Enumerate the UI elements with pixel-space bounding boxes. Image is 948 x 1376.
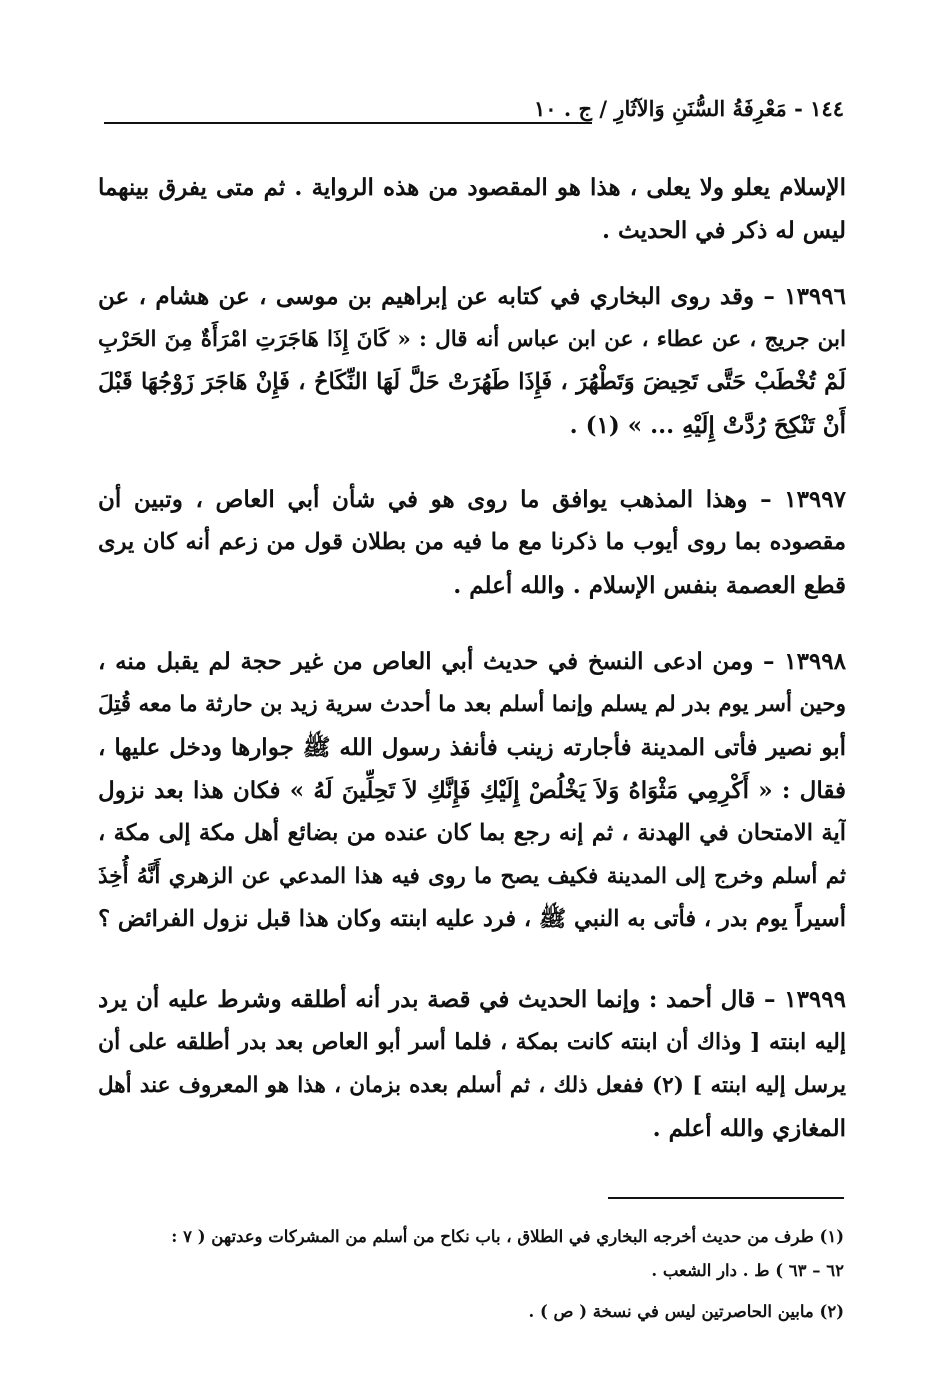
text-line: الإسلام يعلو ولا يعلى ، هذا هو المقصود من هذه الرواية . ثم متى يفرق بينهما xyxy=(98,174,846,201)
text-line: ثم أسلم وخرج إلى المدينة فكيف يصح ما روى فيه هذا المدعي عن الزهري أَنَّهُ أُخِذَ xyxy=(98,864,846,889)
text-line: ليس له ذكر في الحديث . xyxy=(601,217,846,244)
paragraph-13998 xyxy=(98,640,846,941)
paragraph-13996 xyxy=(98,275,846,447)
footnote-line: ٦٢ – ٦٣ ) ط . دار الشعب . xyxy=(651,1261,844,1280)
text-line: وحين أسر يوم بدر لم يسلم وإنما أسلم بعد ما أحدث سرية زيد بن حارثة ما معه قُتِلَ xyxy=(98,692,846,717)
text-line: المغازي والله أعلم . xyxy=(652,1115,846,1142)
footnote-1 xyxy=(104,1220,844,1288)
text-line: ١٣٩٩٨ – ومن ادعى النسخ في حديث أبي العاص من غير حجة لم يقبل منه ، xyxy=(98,648,846,675)
text-line: يرسل إليه ابنته ] (٢) ففعل ذلك ، ثم أسلم بعده بزمان ، هذا هو المعروف عند أهل xyxy=(98,1073,846,1098)
paragraph-continuation xyxy=(98,166,846,252)
text-line: أبو نصير فأتى المدينة فأجارته زينب فأنفذ رسول الله ﷺ جوارها ودخل عليها ، xyxy=(98,734,846,761)
text-line: ١٣٩٩٦ – وقد روى البخاري في كتابه عن إبراهيم بن موسى ، عن هشام ، عن xyxy=(98,283,846,310)
footnote-separator xyxy=(608,1197,844,1199)
text-line: آية الامتحان في الهدنة ، ثم إنه رجع بما كان عنده من بضائع أهل مكة إلى مكة ، xyxy=(98,820,846,846)
paragraph-13997 xyxy=(98,478,846,607)
text-line: ١٣٩٩٩ – قال أحمد : وإنما الحديث في قصة بدر أنه أطلقه وشرط عليه أن يرد xyxy=(98,986,846,1013)
footnote-2 xyxy=(104,1295,844,1329)
text-line: مقصوده بما روى أيوب ما ذكرنا مع ما فيه من بطلان قول من زعم أنه كان يرى xyxy=(98,529,846,555)
text-line: فقال : « أَكْرِمِي مَثْوَاهُ وَلاَ يَخْلُصْ إِلَيْكِ فَإِنَّكِ لاَ تَحِلِّينَ لَهُ » فكان هذا بعد نزول xyxy=(98,777,846,804)
text-line: أَنْ تَنْكِحَ رُدَّتْ إِلَيْهِ ... » (١) . xyxy=(569,412,846,439)
footnote-line: (١) طرف من حديث أخرجه البخاري في الطلاق ، باب نكاح من أسلم من المشركات وعدتهن ( ٧ : xyxy=(171,1227,844,1246)
text-line: إليه ابنته [ وذاك أن ابنته كانت بمكة ، فلما أسر أبو العاص بعد بدر أطلقه على أن xyxy=(98,1029,846,1055)
text-line: قطع العصمة بنفس الإسلام . والله أعلم . xyxy=(453,572,846,599)
text-line: لَمْ تُخْطَبْ حَتَّى تَحِيضَ وَتَطْهُرَ ، فَإِذَا طَهُرَتْ حَلَّ لَهَا النِّكَاحُ ، فَإِنْ هَاجَرَ زَوْجُهَا قَبْلَ xyxy=(98,369,846,395)
text-line: ابن جريج ، عن عطاء ، عن ابن عباس أنه قال : « كَانَ إِذَا هَاجَرَتِ امْرَأَةٌ مِنَ الحَرْبِ xyxy=(98,327,846,352)
footnote-line: (٢) مابين الحاصرتين ليس في نسخة ( ص ) . xyxy=(528,1302,844,1321)
paragraph-13999 xyxy=(98,978,846,1150)
text-line: أسيراً يوم بدر ، فأتى به النبي ﷺ ، فرد عليه ابنته وكان هذا قبل نزول الفرائض ؟ xyxy=(98,906,846,932)
header-rule xyxy=(104,122,592,124)
running-title: ١٤٤ - مَعْرِفَةُ السُّنَنِ وَالآثَارِ / ج . ١٠ xyxy=(533,96,844,121)
text-line: ١٣٩٩٧ – وهذا المذهب يوافق ما روى هو في شأن أبي العاص ، وتبين أن xyxy=(98,486,846,513)
